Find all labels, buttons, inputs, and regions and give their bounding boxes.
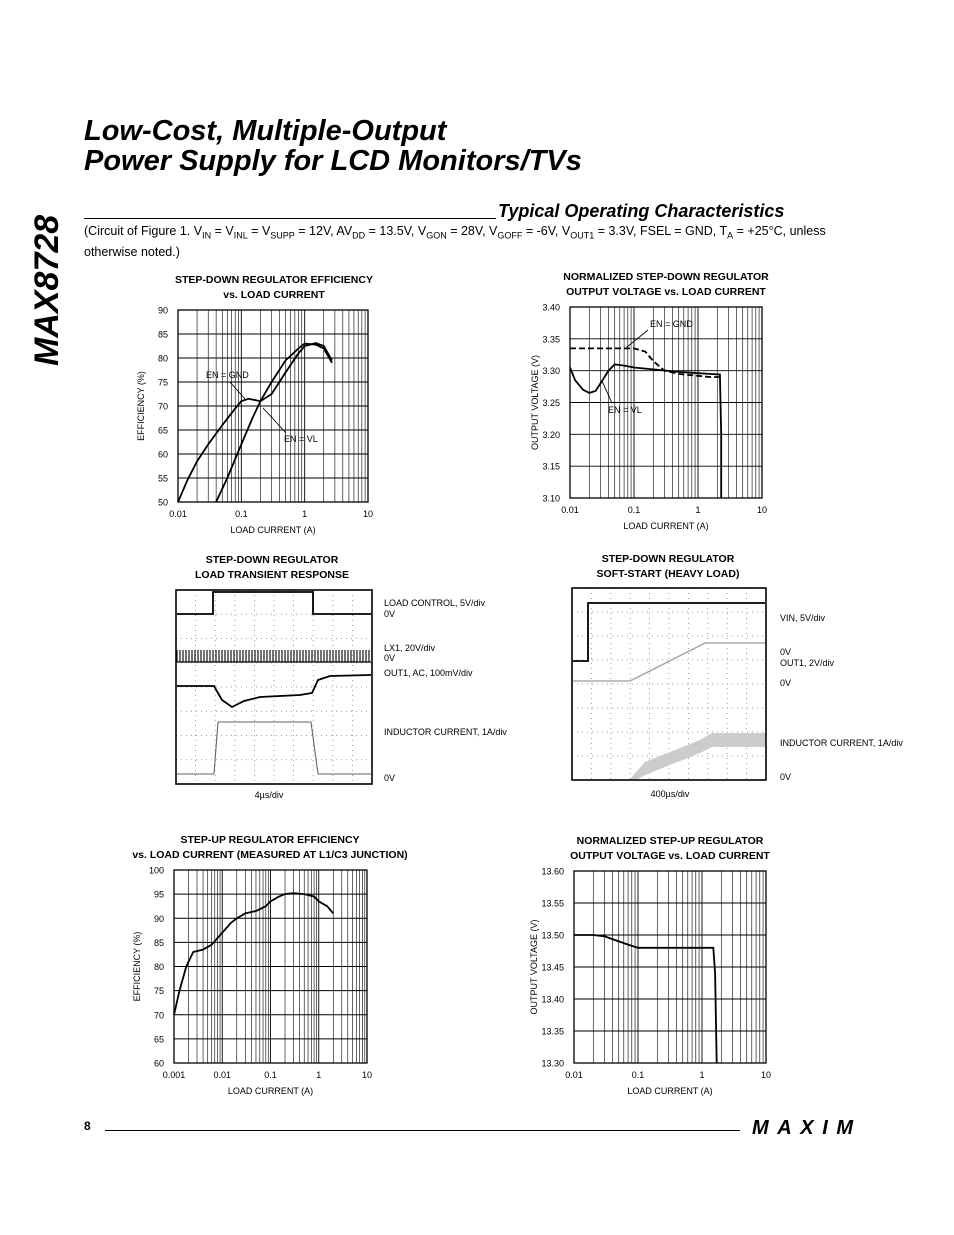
y-axis-label: OUTPUT VOLTAGE (V) — [530, 354, 540, 451]
chart-title: LOAD TRANSIENT RESPONSE — [194, 569, 350, 581]
svg-text:MAXIM: MAXIM — [752, 1118, 856, 1136]
trace-label: OUT1, AC, 100mV/div — [384, 668, 473, 678]
chart-title: SOFT-START (HEAVY LOAD) — [596, 568, 740, 580]
x-tick-label: 0.1 — [264, 1070, 277, 1080]
chart-title: OUTPUT VOLTAGE vs. LOAD CURRENT — [566, 286, 766, 298]
chart-soft-start-scope — [572, 553, 903, 799]
trace-label: 0V — [780, 647, 792, 657]
y-tick-label: 90 — [157, 305, 168, 316]
x-tick-label: 0.01 — [169, 509, 187, 519]
y-tick-label: 80 — [153, 962, 164, 972]
y-tick-label: 100 — [148, 865, 164, 876]
x-tick-label: 0.1 — [631, 1070, 645, 1080]
y-tick-label: 13.35 — [541, 1026, 564, 1037]
y-tick-label: 60 — [153, 1058, 164, 1069]
series-line — [174, 893, 333, 1015]
x-tick-label: 1 — [699, 1070, 705, 1080]
x-axis-label: LOAD CURRENT (A) — [627, 1086, 713, 1096]
chart-title: STEP-DOWN REGULATOR — [205, 554, 339, 566]
chart-title: NORMALIZED STEP-DOWN REGULATOR — [563, 271, 769, 283]
annotation-label: EN = GND — [650, 319, 693, 329]
chart-title: STEP-UP REGULATOR EFFICIENCY — [180, 834, 360, 846]
trace-label: 0V — [780, 678, 792, 688]
chart-title: vs. LOAD CURRENT (MEASURED AT L1/C3 JUNCTION) — [132, 849, 408, 861]
y-tick-label: 13.60 — [541, 866, 564, 877]
x-tick-label: 0.01 — [561, 505, 579, 515]
trace-label: LOAD CONTROL, 5V/div — [384, 598, 486, 608]
y-tick-label: 85 — [153, 937, 164, 948]
chart-title: OUTPUT VOLTAGE vs. LOAD CURRENT — [570, 850, 770, 862]
x-tick-label: 0.01 — [565, 1070, 583, 1080]
time-scale-label: 4µs/div — [254, 790, 284, 800]
y-tick-label: 65 — [153, 1034, 164, 1045]
x-tick-label: 10 — [362, 509, 374, 519]
annotation-leader — [230, 382, 245, 399]
y-axis-label: EFFICIENCY (%) — [136, 371, 146, 441]
chart-stepup-efficiency — [132, 834, 408, 1096]
y-tick-label: 3.15 — [542, 461, 560, 472]
y-tick-label: 13.50 — [541, 930, 564, 941]
x-tick-label: 1 — [302, 509, 308, 519]
x-tick-label: 10 — [760, 1070, 772, 1080]
y-tick-label: 70 — [153, 1010, 164, 1021]
y-axis-label: OUTPUT VOLTAGE (V) — [529, 919, 539, 1015]
trace-label: INDUCTOR CURRENT, 1A/div — [384, 727, 507, 737]
trace-label: 0V — [384, 653, 396, 663]
trace-label: LX1, 20V/div — [384, 643, 436, 653]
y-tick-label: 3.35 — [542, 334, 560, 345]
y-tick-label: 85 — [157, 329, 168, 340]
x-tick-label: 1 — [316, 1070, 322, 1080]
x-tick-label: 0.01 — [213, 1070, 232, 1080]
annotation-leader — [602, 381, 612, 403]
test-conditions: (Circuit of Figure 1. $V_{IN} = V_{INL} = V_{SUPP} = 12V$, $AV_{DD} = 13.5V$, $V_{GON} = 28V$, $V_{GOFF} = -6V$, $V_{OUT1} = 3.3V$, FSEL = GND, $T_A = +25^\circ C$, unless otherwise noted.) — [84, 224, 826, 259]
y-tick-label: 3.40 — [542, 302, 560, 313]
y-tick-label: 3.10 — [542, 493, 560, 504]
x-axis-label: LOAD CURRENT (A) — [230, 525, 316, 535]
trace-label: 0V — [780, 772, 792, 782]
chart-stepdown-efficiency — [136, 274, 373, 535]
x-axis-label: LOAD CURRENT (A) — [227, 1086, 314, 1096]
y-tick-label: 13.55 — [541, 898, 564, 909]
y-tick-label: 75 — [153, 986, 164, 997]
y-tick-label: 3.20 — [542, 429, 560, 440]
x-tick-label: 1 — [695, 505, 701, 515]
time-scale-label: 400µs/div — [650, 789, 690, 799]
annotation-label: EN = VL — [284, 434, 318, 444]
y-axis-label: EFFICIENCY (%) — [132, 931, 142, 1002]
y-tick-label: 60 — [157, 449, 168, 460]
trace-vin — [573, 603, 765, 661]
trace-lx1 — [177, 650, 369, 662]
x-tick-label: 0.1 — [235, 509, 248, 519]
scope-frame — [176, 590, 372, 784]
annotation-label: EN = GND — [206, 370, 249, 380]
y-tick-label: 13.30 — [541, 1058, 564, 1069]
y-tick-label: 55 — [157, 473, 168, 484]
x-tick-label: 0.1 — [627, 505, 641, 515]
chart-stepdown-output-voltage — [530, 271, 769, 531]
x-tick-label: 10 — [361, 1070, 373, 1080]
y-tick-label: 3.25 — [542, 398, 560, 408]
x-tick-label: 0.001 — [162, 1070, 186, 1080]
y-tick-label: 50 — [157, 497, 168, 508]
trace-label: 0V — [384, 609, 396, 619]
chart-title: STEP-DOWN REGULATOR — [601, 553, 735, 565]
y-tick-label: 13.40 — [541, 994, 564, 1005]
document-title-line2: Power Supply for LCD Monitors/TVs — [84, 145, 582, 177]
annotation-label: EN = VL — [608, 405, 642, 415]
document-title-line1: Low-Cost, Multiple-Output — [84, 115, 447, 147]
trace-label: VIN, 5V/div — [780, 613, 826, 623]
chart-title: NORMALIZED STEP-UP REGULATOR — [576, 835, 764, 847]
y-tick-label: 65 — [157, 425, 168, 436]
y-tick-label: 90 — [153, 913, 164, 924]
y-tick-label: 13.45 — [541, 962, 564, 973]
trace-inductor-current — [177, 722, 371, 774]
series-line — [570, 364, 721, 498]
footer-rule — [105, 1130, 740, 1131]
y-tick-label: 80 — [157, 353, 168, 364]
y-tick-label: 95 — [153, 889, 164, 900]
chart-stepup-output-voltage — [529, 835, 771, 1096]
trace-label: 0V — [384, 773, 396, 783]
y-tick-label: 70 — [157, 401, 168, 412]
page-number: 8 — [84, 1119, 91, 1133]
section-title: Typical Operating Characteristics — [498, 201, 785, 221]
chart-load-transient-scope — [176, 554, 507, 800]
x-tick-label: 10 — [756, 505, 768, 515]
annotation-leader — [263, 408, 286, 433]
chart-title: STEP-DOWN REGULATOR EFFICIENCY — [175, 274, 373, 286]
trace-label: OUT1, 2V/div — [780, 658, 835, 668]
y-tick-label: 3.30 — [542, 366, 560, 377]
maxim-logo — [752, 1118, 858, 1136]
part-number-text: MAX8728 — [28, 214, 66, 366]
chart-title: vs. LOAD CURRENT — [223, 289, 325, 301]
trace-label: INDUCTOR CURRENT, 1A/div — [780, 738, 903, 748]
x-axis-label: LOAD CURRENT (A) — [623, 521, 709, 531]
y-tick-label: 75 — [157, 377, 168, 388]
